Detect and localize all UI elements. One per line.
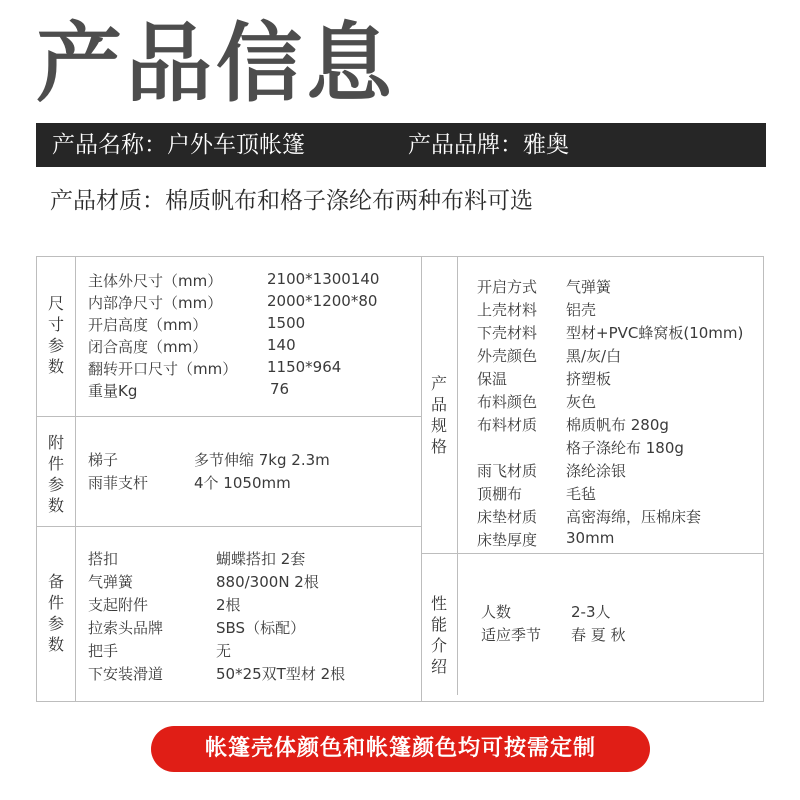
divider-center: [421, 257, 422, 701]
section-label-spec: 产 品 规 格: [430, 374, 447, 456]
section-label-size: 尺 寸 参 数: [47, 294, 64, 376]
section-label-accessory: 附 件 参 数: [47, 433, 64, 515]
divider-accessory-spare: [37, 526, 421, 527]
divider-right-col: [457, 257, 458, 695]
section-label-performance: 性 能 介 绍: [430, 594, 447, 676]
spec-table: 尺 寸 参 数 附 件 参 数 备 件 参 数 产 品 规 格 性 能 介 绍 主体外尺寸（mm） 2100*1300140 内部净尺寸（mm） 2000*1200*80 开启高度（mm） 1500 闭合高度（mm） 140 翻转开口尺寸（mm） 1150*964 重量Kg 76 梯子 多节伸缩 7kg 2.3m 雨菲支杆 4个 1050mm 搭扣 蝴蝶搭扣 2套 气弹簧 880/300N 2根 支起附件 2根 拉索头品牌 SBS（标配） 把手 无 下安装滑道 50*25双T型材 2根 开启方式 气弹簧 上壳材料 铝壳 下壳材料 型材+PVC蜂窝板(10mm) 外壳颜色 黑/灰/白 保温 挤塑板 布料颜色 灰色 布料材质 棉质帆布 280g 格子涤纶布 180g 雨飞材质 涤纶涂银 顶棚布 毛毡 床垫材质 高密海绵，压棉床套 床垫厚度 30mm 人数 2-3人 适应季节 春 夏 秋: [36, 256, 764, 702]
product-header-bar: [36, 123, 766, 167]
page-title: 产品信息: [36, 14, 396, 114]
customization-banner: 帐篷壳体颜色和帐篷颜色均可按需定制: [151, 726, 650, 772]
divider-spec-performance: [421, 553, 763, 554]
product-name: 产品名称：户外车顶帐篷: [52, 132, 305, 158]
divider-left-col: [75, 257, 76, 701]
product-material: 产品材质：棉质帆布和格子涤纶布两种布料可选: [50, 188, 533, 214]
divider-size-accessory: [37, 416, 421, 417]
product-brand: 产品品牌：雅奥: [408, 132, 569, 158]
section-label-spare: 备 件 参 数: [47, 572, 64, 654]
